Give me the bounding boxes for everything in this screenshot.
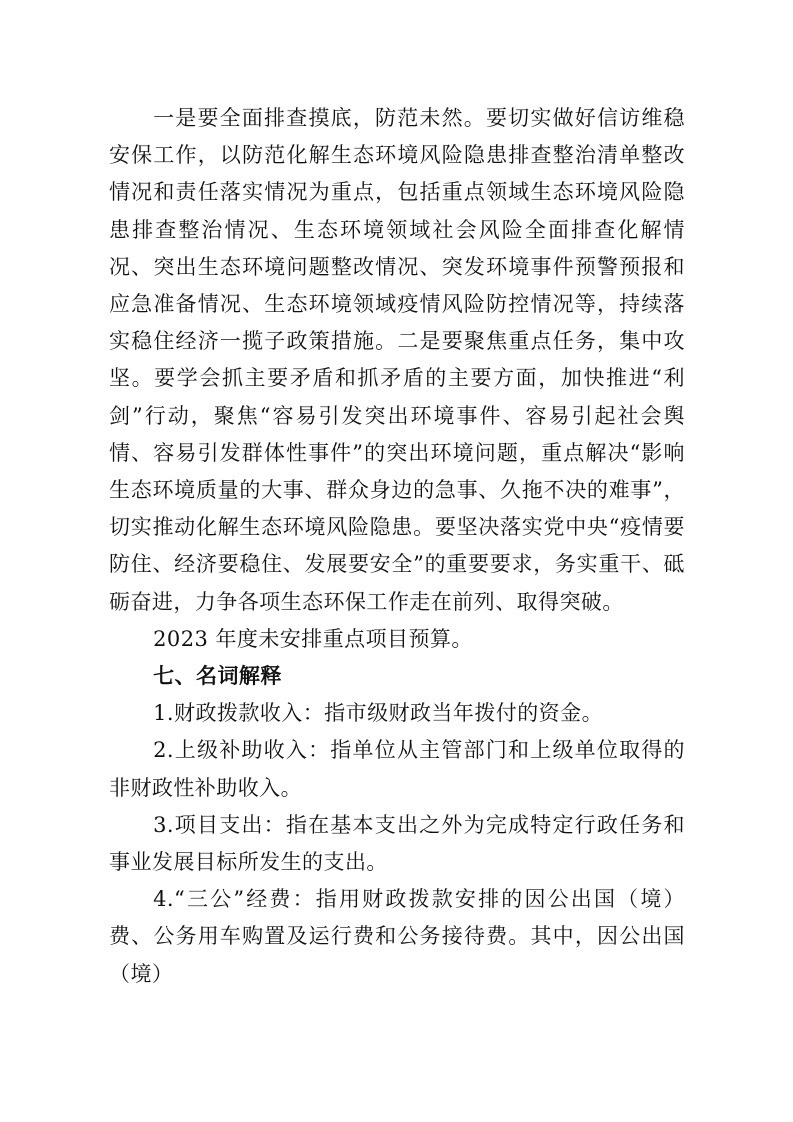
glossary-item-higher-level-subsidy: 2.上级补助收入：指单位从主管部门和上级单位取得的非财政性补助收入。 [109,738,685,800]
document-body [109,100,685,993]
paragraph-risk-prevention: 一是要全面排查摸底，防范未然。要切实做好信访维稳安保工作，以防范化解生态环境风险隐患排查整治清单整改情况和责任落实情况为重点，包括重点领域生态环境风险隐患排查整治情况、生态环境领域社会风险全面排查化解情况、突出生态环境问题整改情况、突发环境事件预警预报和应急准备情况、生态环境领域疫情风险防控情况等，持续落实稳住经济一揽子政策措施。二是要聚焦重点任务，集中攻坚。要学会抓主要矛盾和抓矛盾的主要方面，加快推进“利剑”行动，聚焦“容易引发突出环境事件、容易引起社会舆情、容易引发群体性事件”的突出环境问题，重点解决“影响生态环境质量的大事、群众身边的急事、久拖不决的难事”，切实推动化解生态环境风险隐患。要坚决落实党中央“疫情要防住、经济要稳住、发展要安全”的重要要求，务实重干、砥砺奋进，力争各项生态环保工作走在前列、取得突破。 [109,106,685,614]
glossary-item-three-public-expenses: 4.“三公”经费：指用财政拨款安排的因公出国（境）费、公务用车购置及运行费和公务接待费。其中，因公出国（境） [109,887,685,986]
paragraph-budget-note: 2023 年度未安排重点项目预算。 [153,626,473,651]
section-heading-glossary: 七、名词解释 [153,664,282,689]
glossary-item-fiscal-appropriation: 1.财政拨款收入：指市级财政当年拨付的资金。 [153,701,604,726]
glossary-item-project-expenditure: 3.项目支出：指在基本支出之外为完成特定行政任务和事业发展目标所发生的支出。 [109,812,685,875]
